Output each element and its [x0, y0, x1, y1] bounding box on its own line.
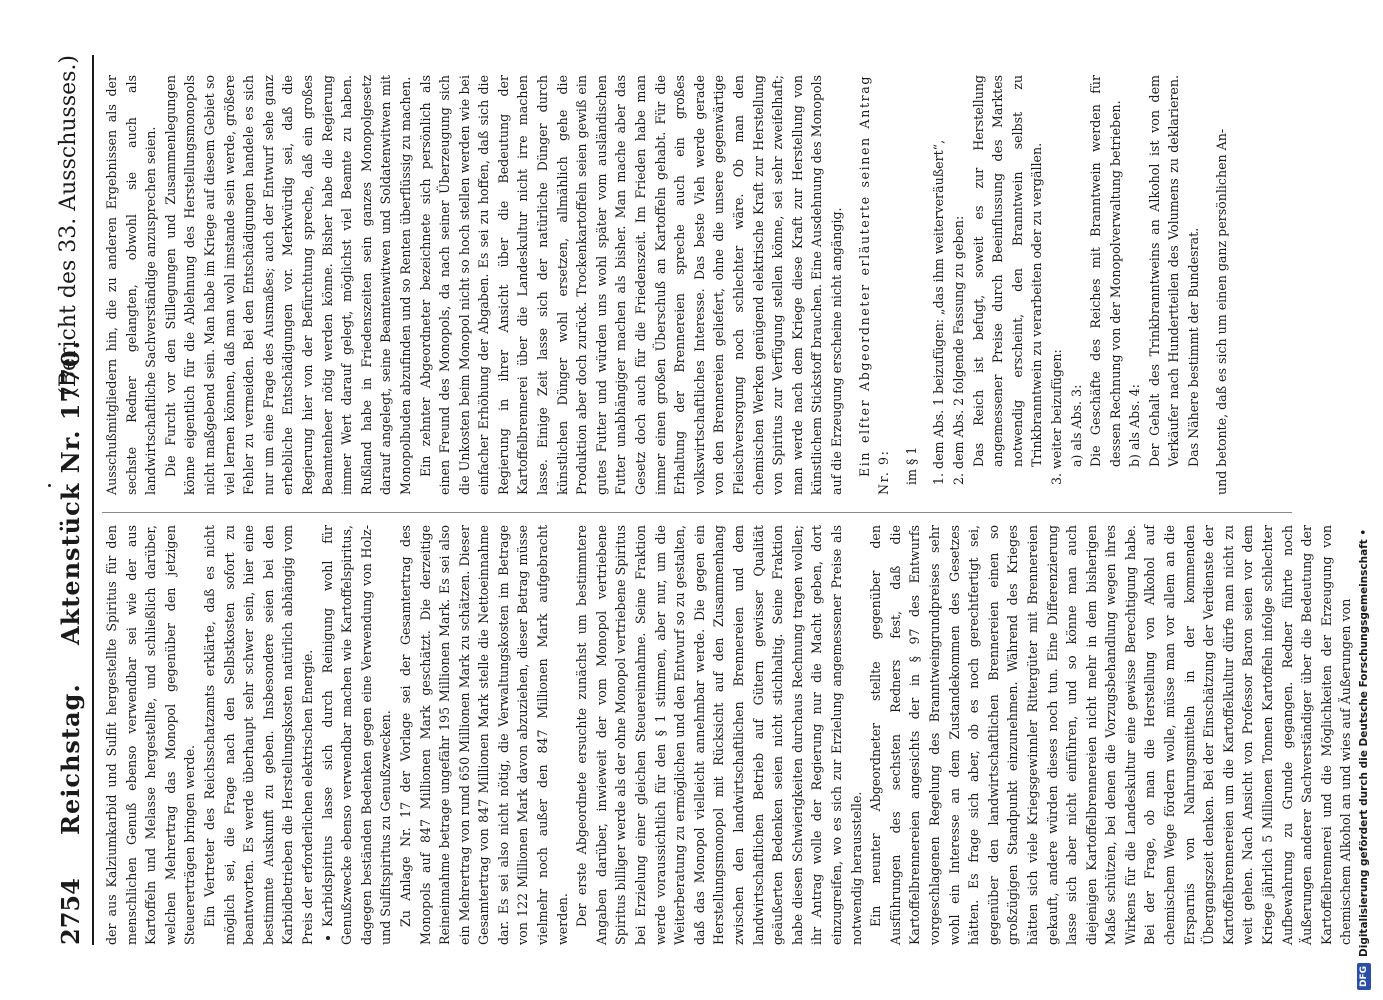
paragraph: Ein Vertreter des Reichsschatzamts erklärte, daß es nicht möglich sei, die Frage nach den Selbstkosten sofort zu beantworten. Es werde überhaupt sehr schwer sein, hier eine bestimmte Auskunft zu geben. Insbesondere seien bei den Karbidbetrieben die Herstellungskosten natürlich abhängig vom Preis der erforderlichen elektrischen Energie.: [201, 525, 315, 945]
dfg-logo: DFG: [1357, 963, 1371, 990]
paragraph: Ein neunter Abgeordneter stellte gegenüber den Ausführungen des sechsten Redners fest, daß die Kartoffelbrennereien angesichts der in § 97 des Entwurfs vorgeschlagenen Regelung des Branntweingrundpreises sehr wohl ein Interesse an dem Zustandekommen des Gesetzes hätten. Es frage sich aber, ob es noch gerechtfertigt sei, gegenüber den landwirtschaftlichen Brennereien einen so großzügigen Standpunkt einzunehmen. Während des Krieges hätten sich viele Kriegsgewinnler Rittergüter mit Brennereien gekauft, andere würden dieses noch tun. Eine Differenzierung lasse sich aber nicht einführen, und so könne man auch diejenigen Kartoffelbrennereien nicht mehr in dem bisherigen Maße schützen, bei denen die Vorzugsbehandlung wegen ihres Wirkens für die Landeskultur eine gewisse Berechtigung habe. Bei der Frage, ob man die Herstellung von Alkohol auf chemischem Wege fördern wolle, müsse man vor allem an die Ersparnis von Nahrungsmitteln in der kommenden Übergangszeit denken. Bei der Einschätzung der Verdienste der Kartoffelbrennereien um die Kartoffelkultur dürfe man nicht zu weit gehen. Nach Ansicht von Professor Baron seien vor dem Kriege jährlich 5 Millionen Tonnen Kartoffeln infolge schlechter Aufbewahrung zu Grunde gegangen. Redner führte noch Äußerungen anderer Sachverständiger über die Bedeutung der Kartoffelbrennerei und die Möglichkeiten der Erzeugung von chemischem Alkohol an und wies auf Äußerungen von: [868, 525, 1354, 945]
list-item: b) als Abs. 4:: [1127, 384, 1143, 467]
digitization-credit: [1353, 10, 1375, 990]
paragraph: Ein elfter Abgeordneter erläuterte seinen Antrag Nr. 9:: [856, 75, 892, 495]
list-item: Die Geschäfte des Reiches mit Branntwein werden für dessen Rechnung von der Monopolverwaltung betrieben.: [1088, 75, 1123, 467]
scan-speck: [48, 484, 51, 487]
paragraph: und betonte, daß es sich um einen ganz persönlichen An-: [1213, 128, 1229, 495]
list-item: Das Reich ist befugt, soweit es zur Herstellung angemessener Preise durch Beeinflussung des Marktes notwendig erscheint, den Branntwein selbst zu Trinkbranntwein zu verarbeiten oder zu vergällen.: [970, 75, 1045, 467]
left-text-column: [102, 525, 1354, 945]
header-report-title: (Bericht des 33. Ausschusses.): [56, 55, 81, 396]
paragraph: Ein zehnter Abgeordneter bezeichnete sich persönlich als einen Freund des Monopols, da nach seiner Überzeugung sich die Unkosten beim Monopol nicht so hoch stellen werden wie bei einfacher Erhöhung der Abgaben. Es sei zu hoffen, daß sich die Regierung in ihrer Ansicht über die Bedeutung der Kartoffelbrennerei über die Landeskultur nicht irre machen lasse. Einige Zeit lasse sich der natürliche Dünger durch künstlichen Dünger wohl ersetzen, allmählich gehe die Produktion aber doch zurück. Trockenkartoffeln seien gewiß ein gutes Futter und würden uns wohl später vom ausländischen Futter unabhängiger machen als bisher. Man mache aber das Gesetz doch auch für die Friedenszeit. Im Frieden habe man immer einen großen Überschuß an Kartoffeln gehabt. Für die Erhaltung der Brennereien spreche auch ein großes volkswirtschaftliches Interesse. Das beste Vieh werde gerade von den Brennereien geliefert, ohne die unsere gegenwärtige Fleischversorgung noch schlechter wäre. Ob man den chemischen Werken genügend elektrische Kraft zur Herstellung von Spiritus zur Verfügung stellen könne, sei sehr zweifelhaft; man werde nach dem Kriege diese Kraft zur Herstellung von künstlichem Stickstoff brauchen. Eine Ausdehnung des Monopols auf die Erzeugung erscheine nicht angängig.: [417, 75, 844, 495]
paragraph: Ausschußmitgliedern hin, die zu anderen Ergebnissen als der sechste Redner gelangten, obwohl sie auch als landwirtschaftliche Sachverständige anzusprechen seien.: [104, 75, 159, 495]
page-number: 2754: [56, 878, 85, 945]
scan-speck: [326, 936, 330, 940]
list-item: Der Gehalt des Trinkbranntweins an Alkohol ist von dem Verkäufer nach Hundertteilen des Volumens zu deklarieren. Das Nähere bestimmt der Bundesrat.: [1146, 75, 1202, 467]
right-text-column: [102, 75, 1302, 495]
list-item: a) als Abs. 3:: [1068, 384, 1084, 467]
page-header: [50, 55, 94, 945]
paragraph: Die Furcht vor den Stillegungen und Zusammenlegungen könne eigentlich für die Ablehnung des Herstellungsmonopols nicht maßgebend sein. Man habe im Kriege auf diesem Gebiet so viel lernen können, daß man wohl imstande sein werde, größere Fehler zu vermeiden. Bei den Entschädigungen handele es sich nur um eine Frage des Ausmaßes; auch der Entwurf sehe ganz erhebliche Entschädigungen vor. Merkwürdig sei, daß die Regierung hier von der Befürchtung spreche, daß ein großes Beamtenheer nötig werden könne. Bisher habe die Regierung immer Wert darauf gelegt, möglichst viel Beamte zu haben. Rußland habe in Friedenszeiten sein ganzes Monopolgesetz darauf angelegt, seine Beamtenwitwen und Soldatenwitwen mit Monopolbuden abzufinden und so Renten überflüssig zu machen.: [162, 75, 413, 495]
paragraph: Zu Anlage Nr. 17 der Vorlage sei der Gesamtertrag des Monopols auf 847 Millionen Mark geschätzt. Die derzeitige Reineinnahme betrage ungefähr 195 Millionen Mark. Es sei also ein Mehrertrag von rund 650 Millionen Mark zu schätzen. Dieser Gesamtertrag von 847 Millionen Mark stelle die Nettoeinnahme dar. Es sei also nicht nötig, die Verwaltungskosten im Betrage von 122 Millionen Mark davon abzuziehen, dieser Betrag müsse vielmehr noch außer den 847 Millionen Mark aufgebracht werden.: [397, 525, 570, 945]
list-item: 2. dem Abs. 2 folgende Fassung zu geben:: [950, 215, 966, 485]
header-document-number: Aktenstück Nr. 1770.: [56, 340, 85, 645]
list-heading: im § 1: [903, 446, 919, 485]
credit-text: Digitalisierung gefördert durch die Deutsche Forschungsgemeinschaft •: [1358, 528, 1370, 957]
paragraph: der aus Kalziumkarbid und Sulfit hergestellte Spiritus für den menschlichen Genuß ebenso verwendbar sei wie der aus Kartoffeln und Melasse hergestellte, und schließlich darüber, welchen Mehrertrag das Monopol gegenüber den jetzigen Steuererträgen bringen werde.: [104, 525, 198, 945]
paragraph: Der erste Abgeordnete ersuchte zunächst um bestimmtere Angaben darüber, inwieweit der vom Monopol vertriebene Spiritus billiger werde als der ohne Monopol vertriebene Spiritus bei Erzielung einer gleichen Steuereinnahme. Seine Fraktion werde voraussichtlich für den § 1 stimmen, aber nur, um die Weiterberatung zu ermöglichen und den Entwurf so zu gestalten, daß das Monopol vielleicht annehmbar werde. Die gegen ein Herstellungsmonopol mit Rücksicht auf den Zusammenhang zwischen den landwirtschaftlichen Brennereien und dem landwirtschaftlichen Betrieb auf Gütern gewisser Qualität geäußerten Bedenken seien nicht stichhaltig. Seine Fraktion habe diesen Schwierigkeiten durchaus Rechnung tragen wollen; ihr Antrag wolle der Regierung nur die Macht geben, dort einzugreifen, wo es sich zur Erzielung angemessener Preise als notwendig herausstelle.: [574, 525, 864, 945]
column-divider: [102, 512, 1292, 513]
header-reichstag: Reichstag.: [56, 683, 85, 835]
list-item: 1. dem Abs. 1 beizufügen: „das ihm weiterveräußert“,: [931, 139, 947, 485]
paragraph: Karbidspiritus lasse sich durch Reinigung wohl für Genußzwecke ebenso verwendbar machen wie Kartoffelspiritus, dagegen beständen Bedenken gegen eine Verwendung von Holz- und Sulfitspiritus zu Genußzwecken.: [319, 525, 394, 945]
list-item: 3. weiter beizufügen:: [1048, 349, 1064, 485]
scanned-page: [50, 35, 1354, 965]
